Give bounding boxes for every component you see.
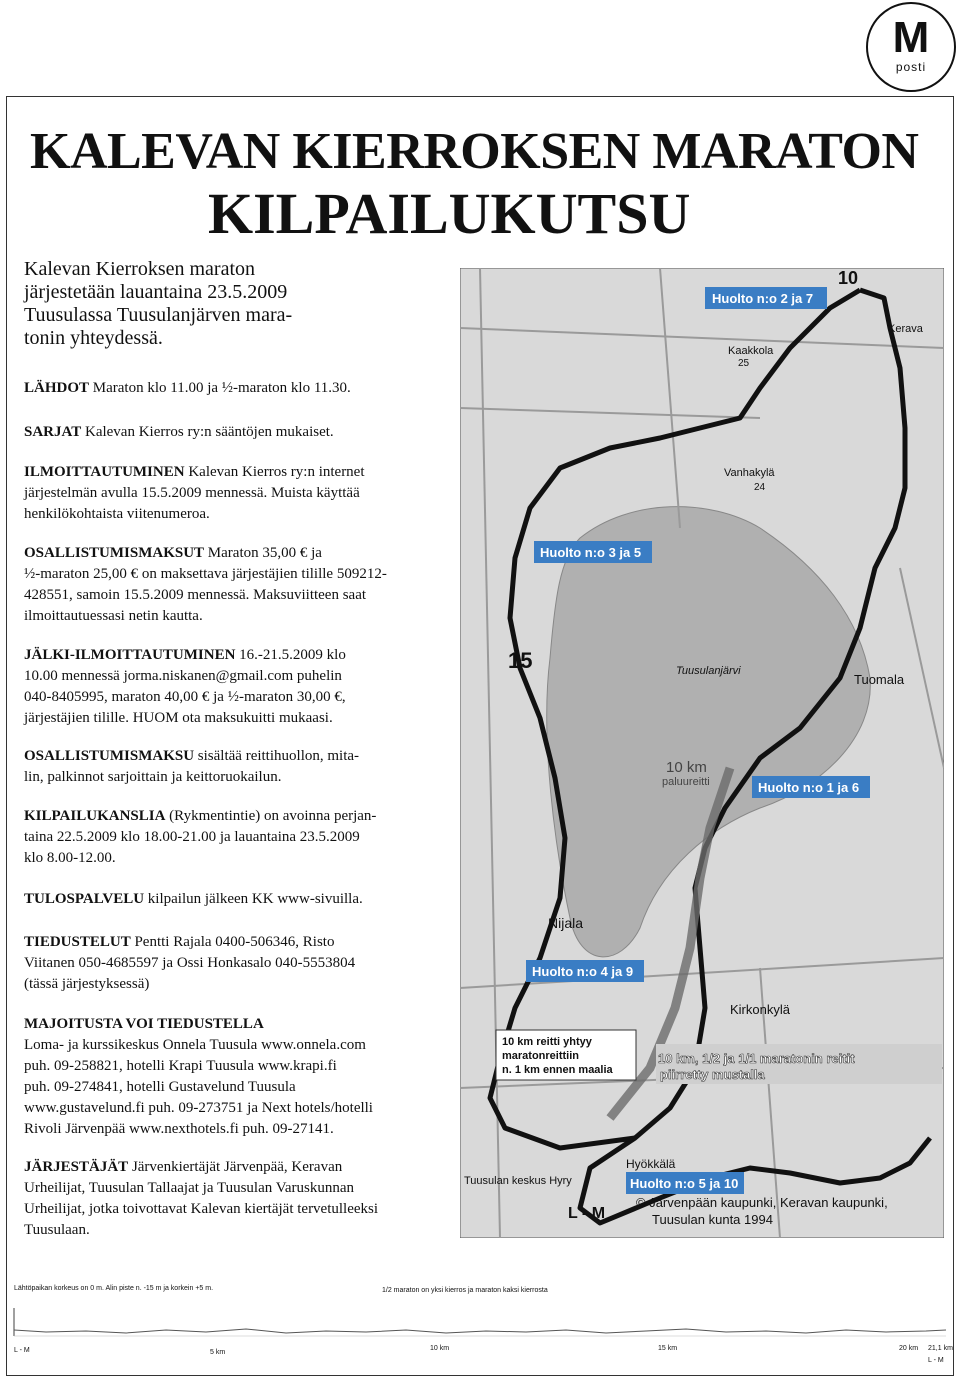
marker-10: 10 <box>838 268 859 288</box>
section-text: kilpailun jälkeen KK www-sivuilla. <box>144 891 363 907</box>
logo-brand: posti <box>895 60 927 74</box>
section-text: Järvenkiertäjät Järvenpää, Keravan <box>128 1159 343 1175</box>
section-tulospalvelu <box>24 889 444 910</box>
elevation-line <box>14 1329 946 1333</box>
huolto-1-6-label: Huolto n:o 1 ja 6 <box>758 780 860 795</box>
section-text: henkilökohtaista viitenumeroa. <box>24 506 210 522</box>
section-text: Rivoli Järvenpää www.nexthotels.fi puh. 09-27141. <box>24 1121 334 1137</box>
profile-note-right: 1/2 maraton on yksi kierros ja maraton kaksi kierrosta <box>382 1287 548 1294</box>
place-nijala: Nijala <box>548 915 584 931</box>
profile-lm-left: L - M <box>14 1347 30 1354</box>
section-text: 16.-21.5.2009 klo <box>235 647 346 663</box>
map-copyright-line: Tuusulan kunta 1994 <box>652 1212 773 1227</box>
section-heading: KILPAILUKANSLIA <box>24 808 166 824</box>
section-osallistumismaksut <box>24 543 444 627</box>
section-text: puh. 09-274841, hotelli Gustavelund Tuusula <box>24 1079 296 1095</box>
section-heading: JÄLKI-ILMOITTAUTUMINEN <box>24 647 236 663</box>
reitti-box-line: maratonreittiin <box>502 1050 580 1062</box>
section-text: Tuusulaan. <box>24 1222 90 1238</box>
profile-15km: 15 km <box>658 1345 678 1352</box>
profile-10km: 10 km <box>430 1345 450 1352</box>
route-legend-line: 10 km, 1/2 ja 1/1 maratonin reitit <box>658 1051 855 1066</box>
section-text: 10.00 mennessä jorma.niskanen@gmail.com puhelin <box>24 668 342 684</box>
section-lahdot <box>24 378 444 399</box>
label-10km: 10 km <box>666 759 707 776</box>
section-text: 040-8405995, maraton 40,00 € ja ½-maraton 30,00 €, <box>24 689 346 705</box>
title-line1: KALEVAN KIERROKSEN MARATON <box>30 123 919 180</box>
section-text: järjestäjien tilille. HUOM ota maksukuitti mukaasi. <box>24 710 333 726</box>
section-text: (Rykmentintie) on avoinna perjan- <box>165 808 377 824</box>
profile-20km: 20 km <box>899 1345 919 1352</box>
section-heading: JÄRJESTÄJÄT <box>24 1159 129 1175</box>
huolto-4-9-label: Huolto n:o 4 ja 9 <box>532 964 634 979</box>
section-heading: OSALLISTUMISMAKSUT <box>24 545 205 561</box>
posti-logo <box>866 2 956 92</box>
label-lm: L - M <box>568 1205 606 1222</box>
section-text: taina 22.5.2009 klo 18.00-21.00 ja lauantaina 23.5.2009 <box>24 829 360 845</box>
intro-line: Tuusulassa Tuusulanjärven mara- <box>24 304 293 326</box>
profile-lm-right: L - M <box>928 1357 944 1364</box>
place-kerava: Kerava <box>888 323 923 335</box>
reitti-box-line: 10 km reitti yhtyy <box>502 1036 592 1048</box>
route-map <box>460 268 944 1238</box>
section-text: lin, palkinnot sarjoittain ja keittoruokailun. <box>24 769 282 785</box>
title-line2: KILPAILUKUTSU <box>208 181 691 246</box>
section-kilpailukanslia <box>24 806 444 869</box>
section-text: Urheilijat, Tuusulan Tallaajat ja Tuusulan Varuskunnan <box>24 1180 355 1196</box>
label-paluureitti: paluureitti <box>662 776 710 788</box>
place-tuusulan-keskus: Tuusulan keskus Hyry <box>464 1175 572 1187</box>
section-heading: ILMOITTAUTUMINEN <box>24 464 185 480</box>
intro-text <box>24 258 374 350</box>
place-tuomala: Tuomala <box>854 672 905 687</box>
section-text: www.gustavelund.fi puh. 09-273751 ja Next hotels/hotelli <box>24 1100 373 1116</box>
section-text: järjestelmän avulla 15.5.2009 mennessä. Muista käyttää <box>24 485 360 501</box>
place-tuusulanjarvi: Tuusulanjärvi <box>676 665 741 677</box>
section-majoitus <box>24 1014 444 1140</box>
place-kaakkola-num: 25 <box>738 358 750 369</box>
section-heading: TIEDUSTELUT <box>24 934 131 950</box>
section-text: Kalevan Kierros ry:n internet <box>184 464 365 480</box>
section-jarjestajat <box>24 1157 444 1241</box>
section-text: Urheilijat, jotka toivottavat Kalevan kiertäjät tervetulleeksi <box>24 1201 379 1217</box>
reitti-box-line: n. 1 km ennen maalia <box>502 1064 613 1076</box>
section-text: ½-maraton 25,00 € on maksettava järjestäjien tilille 509212- <box>24 566 387 582</box>
section-text: Pentti Rajala 0400-506346, Risto <box>130 934 335 950</box>
profile-21km: 21,1 km <box>928 1345 953 1352</box>
section-text: Maraton 35,00 € ja <box>204 545 322 561</box>
place-vanhakyla-num: 24 <box>754 482 766 493</box>
section-text: sisältää reittihuollon, mita- <box>194 748 360 764</box>
huolto-5-10-label: Huolto n:o 5 ja 10 <box>630 1176 739 1191</box>
route-legend-line: piirretty mustalla <box>660 1067 765 1082</box>
section-heading: MAJOITUSTA VOI TIEDUSTELLA <box>24 1016 264 1032</box>
profile-note-left: Lähtöpaikan korkeus on 0 m. Alin piste n. -15 m ja korkein +5 m. <box>14 1285 214 1292</box>
section-text: 428551, samoin 15.5.2009 mennessä. Maksuviitteen saat <box>24 587 367 603</box>
profile-5km: 5 km <box>210 1349 226 1356</box>
section-text: klo 8.00-12.00. <box>24 850 116 866</box>
place-hyokkala: Hyökkälä <box>626 1157 676 1171</box>
section-text: Kalevan Kierros ry:n sääntöjen mukaiset. <box>81 424 334 440</box>
section-heading: LÄHDOT <box>24 380 90 396</box>
section-heading: SARJAT <box>24 424 82 440</box>
section-text: puh. 09-258821, hotelli Krapi Tuusula www.krapi.fi <box>24 1058 337 1074</box>
section-text: Loma- ja kurssikeskus Onnela Tuusula www.onnela.com <box>24 1037 366 1053</box>
huolto-2-7-label: Huolto n:o 2 ja 7 <box>712 291 814 306</box>
section-text: Maraton klo 11.00 ja ½-maraton klo 11.30. <box>89 380 351 396</box>
section-heading: TULOSPALVELU <box>24 891 145 907</box>
place-vanhakyla: Vanhakylä <box>724 467 775 479</box>
intro-line: järjestetään lauantaina 23.5.2009 <box>24 281 288 303</box>
section-text: ilmoittautuessasi netin kautta. <box>24 608 203 624</box>
section-sarjat <box>24 422 444 443</box>
section-text: (tässä järjestyksessä) <box>24 976 150 992</box>
section-jalki-ilmoittautuminen <box>24 645 444 729</box>
logo-letter: M <box>892 13 930 62</box>
section-text: Viitanen 050-4685597 ja Ossi Honkasalo 040-5553804 <box>24 955 356 971</box>
section-heading: OSALLISTUMISMAKSU <box>24 748 195 764</box>
section-tiedustelut <box>24 932 444 995</box>
intro-line: tonin yhteydessä. <box>24 327 163 349</box>
intro-line: Kalevan Kierroksen maraton <box>24 258 256 280</box>
section-osallistumismaksu <box>24 746 444 788</box>
elevation-profile <box>6 1278 954 1378</box>
place-kaakkola: Kaakkola <box>728 345 774 357</box>
map-copyright-line: © Järvenpään kaupunki, Keravan kaupunki, <box>636 1195 888 1210</box>
place-kirkonkyla: Kirkonkylä <box>730 1002 790 1017</box>
huolto-3-5-label: Huolto n:o 3 ja 5 <box>540 545 642 560</box>
marker-15: 15 <box>508 648 533 673</box>
section-ilmoittautuminen <box>24 462 444 525</box>
